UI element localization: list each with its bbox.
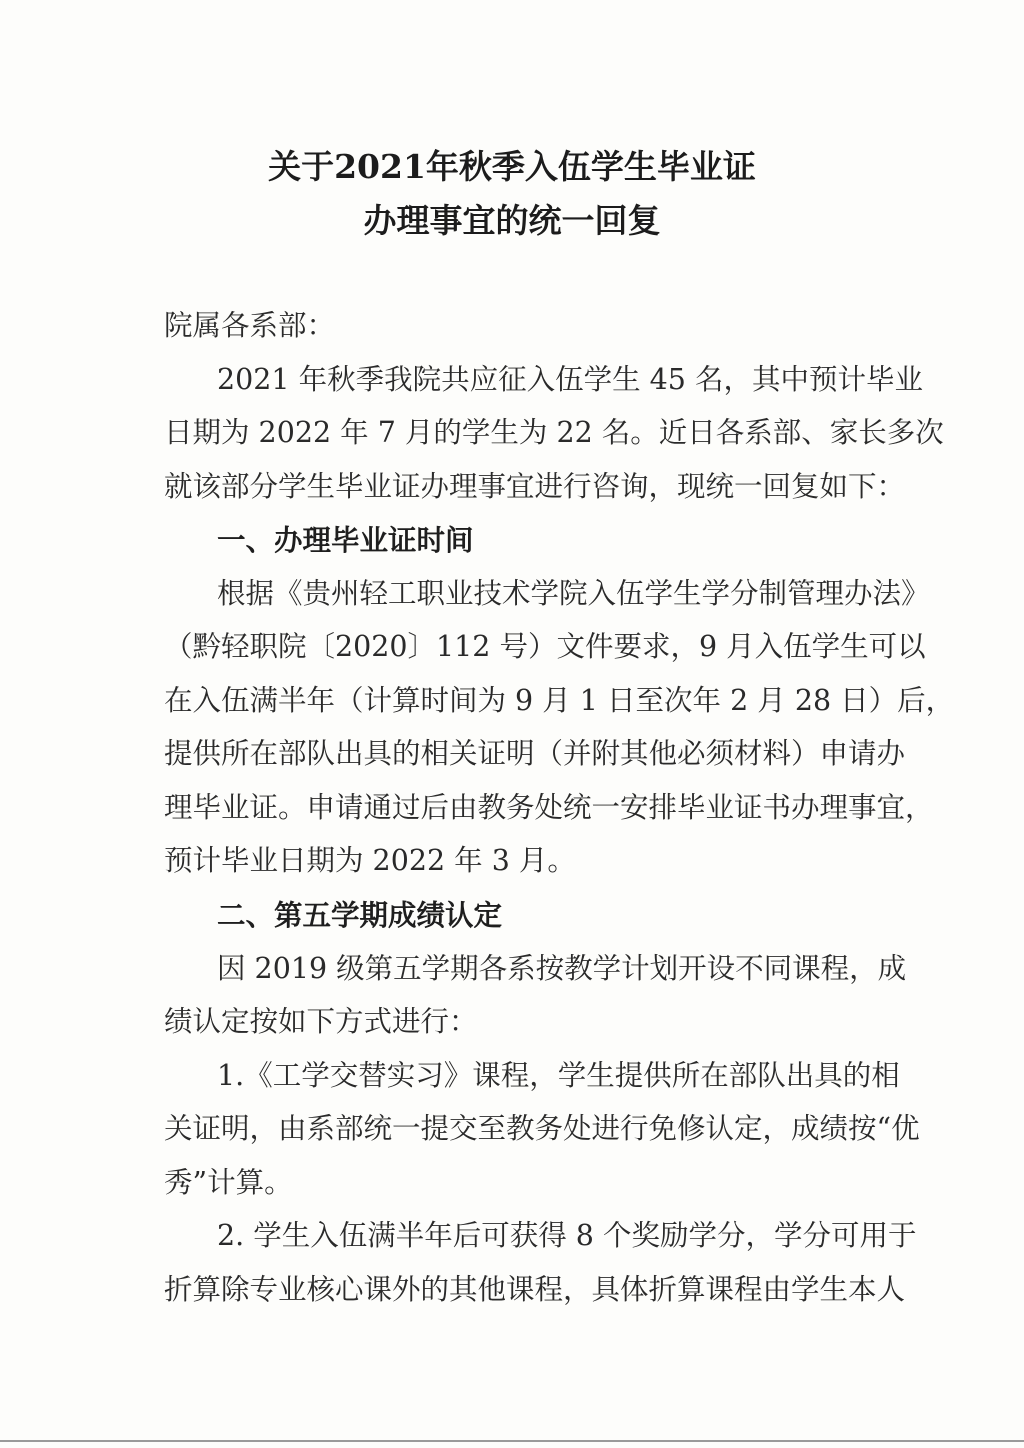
item-1-line-2: 关证明，由系部统一提交至教务处进行免修认定，成绩按“优 [164, 1112, 920, 1145]
scan-bottom-edge [0, 1440, 1024, 1442]
section-2-heading: 二、第五学期成绩认定 [217, 898, 503, 932]
section-1-line-3: 在入伍满半年（计算时间为 9 月 1 日至次年 2 月 28 日）后， [164, 684, 955, 717]
document-title-line-2: 办理事宜的统一回复 [363, 201, 661, 240]
item-1-line-3: 秀”计算。 [164, 1166, 293, 1199]
document-title-line-1: 关于2021年秋季入伍学生毕业证 [268, 147, 756, 186]
intro-line-1: 2021 年秋季我院共应征入伍学生 45 名，其中预计毕业 [217, 363, 923, 396]
item-2-line-2: 折算除专业核心课外的其他课程，具体折算课程由学生本人 [164, 1273, 906, 1306]
section-2-line-1: 因 2019 级第五学期各系按教学计划开设不同课程，成 [217, 952, 907, 985]
section-1-line-6: 预计毕业日期为 2022 年 3 月。 [164, 844, 576, 877]
section-1-line-2: （黔轻职院〔2020〕112 号）文件要求，9 月入伍学生可以 [164, 630, 926, 663]
section-1-line-1: 根据《贵州轻工职业技术学院入伍学生学分制管理办法》 [217, 577, 930, 610]
intro-line-2: 日期为 2022 年 7 月的学生为 22 名。近日各系部、家长多次 [164, 416, 944, 449]
section-1-heading: 一、办理毕业证时间 [217, 523, 474, 557]
section-1-line-5: 理毕业证。申请通过后由教务处统一安排毕业证书办理事宜， [164, 791, 934, 824]
section-1-line-4: 提供所在部队出具的相关证明（并附其他必须材料）申请办 [164, 737, 906, 770]
item-1-line-1: 1.《工学交替实习》课程，学生提供所在部队出具的相 [217, 1059, 900, 1092]
item-2-line-1: 2. 学生入伍满半年后可获得 8 个奖励学分，学分可用于 [217, 1219, 917, 1252]
salutation: 院属各系部： [164, 309, 336, 342]
section-2-line-2: 绩认定按如下方式进行： [164, 1005, 478, 1038]
intro-line-3: 就该部分学生毕业证办理事宜进行咨询，现统一回复如下： [164, 470, 906, 503]
